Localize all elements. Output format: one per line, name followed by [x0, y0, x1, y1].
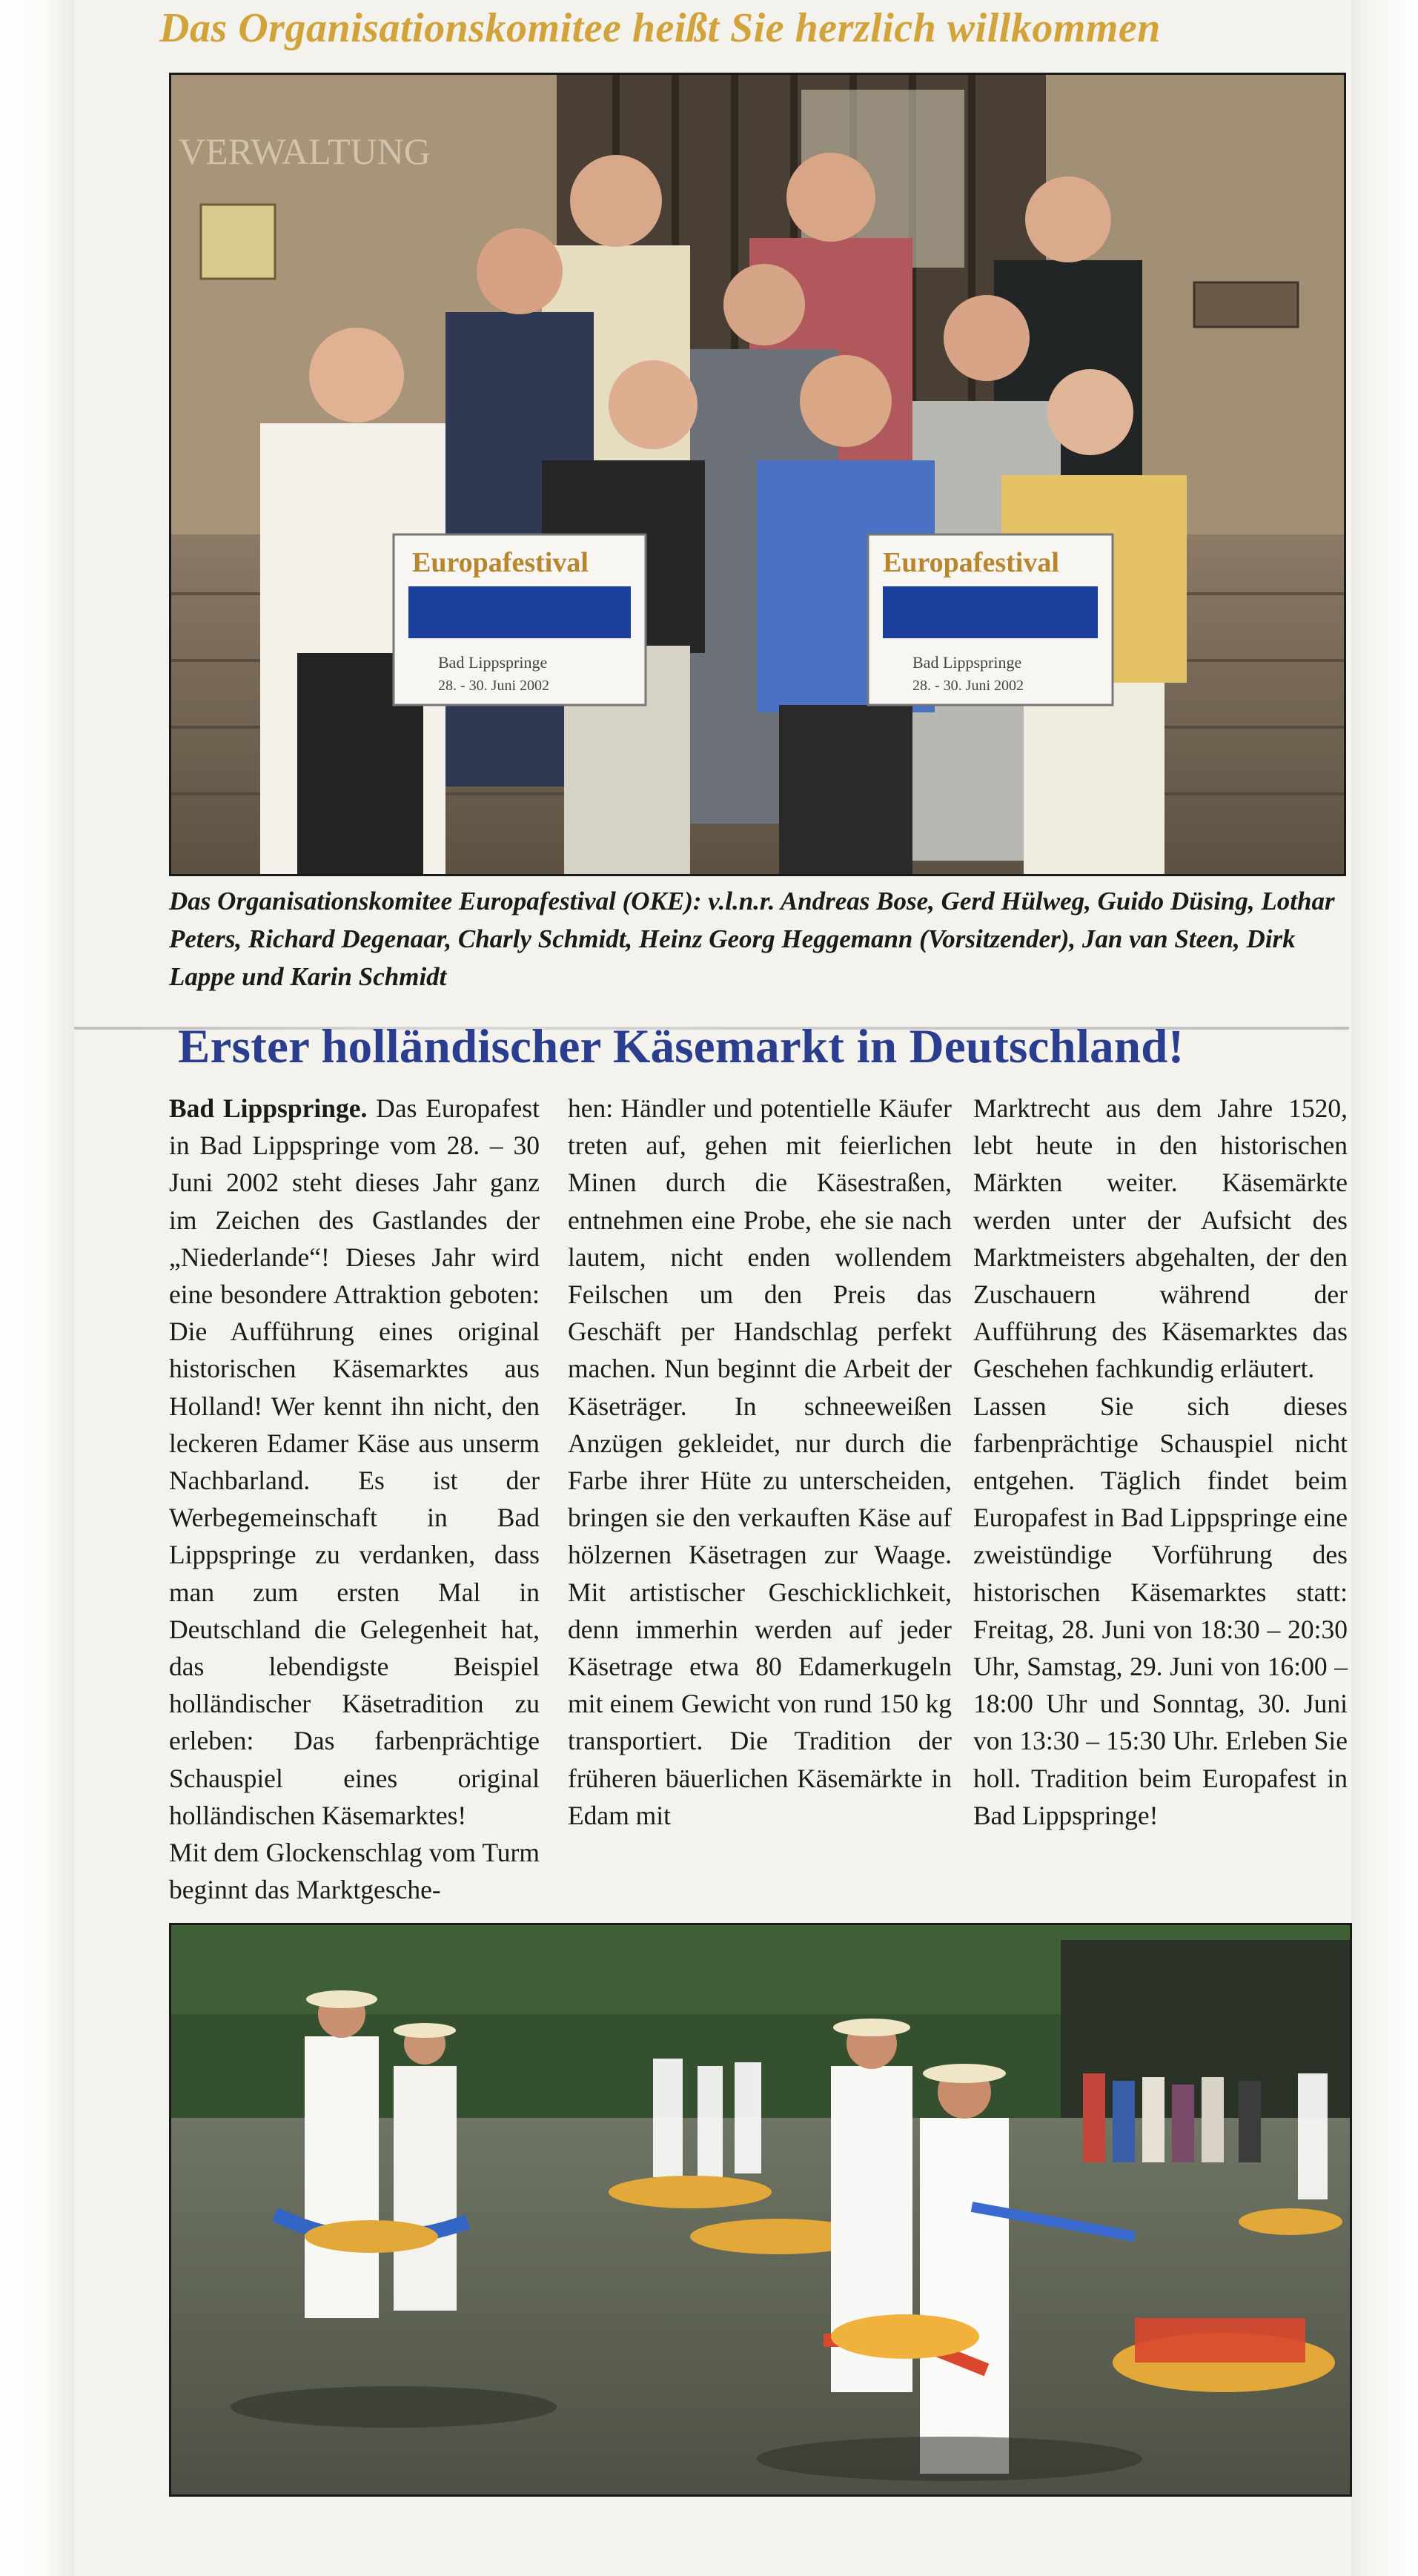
- column-1-paragraph-1-text: Das Europafest in Bad Lippspringe vom 28. – 30 Juni 2002 steht dieses Jahr ganz im Zeichen des Gastlandes der „Niederlande“! Dieses Jahr wird eine besondere Attraktion geboten: Die Aufführung eines original historischen Käsemarktes aus Holland! Wer kennt ihn nicht, den leckeren Edamer Käse aus unserm Nachbarland. Es ist der Werbegemeinschaft in Bad Lippspringe zu verdanken, dass man zum ersten Mal in Deutschland die Gelegenheit hat, das lebendigste Beispiel holländischer Käsetradition zu erleben: Das farbenprächtige Schauspiel eines original holländischen Käsemarktes!: [169, 1093, 540, 1830]
- festival-poster-right: [868, 534, 1113, 705]
- committee-photo: [169, 73, 1346, 876]
- dateline: Bad Lippspringe.: [169, 1093, 368, 1123]
- festival-poster-left: [394, 534, 646, 705]
- article-column-1: [169, 1090, 540, 1908]
- poster-title-right: Europafestival: [883, 547, 1059, 578]
- poster-place-right: Bad Lippspringe: [912, 653, 1022, 672]
- cheese-market-illustration: [171, 1925, 1350, 2494]
- committee-photo-illustration: [171, 75, 1344, 874]
- article-column-2: [568, 1090, 952, 1834]
- poster-title-left: Europafestival: [412, 547, 589, 578]
- welcome-headline: Das Organisationskomitee heißt Sie herzlich willkommen: [159, 5, 1161, 51]
- column-2-paragraph-1: hen: Händler und potentielle Käufer treten auf, gehen mit feierlichen Minen durch die Käsestraßen, entnehmen eine Probe, ehe sie nach lautem, nicht enden wollendem Feilschen um den Preis das Geschäft per Handschlag perfekt machen. Nun beginnt die Arbeit der Käseträger. In schneeweißen Anzügen gekleidet, nur durch die Farbe ihrer Hüte zu unterscheiden, bringen sie den verkauften Käse auf hölzernen Käsetragen zur Waage. Mit artistischer Geschicklichkeit, denn immerhin werden auf jeder Käsetrage etwa 80 Edamerkugeln mit einem Gewicht von rund 150 kg transportiert. Die Tradition der früheren bäuerlichen Käsemärkte in Edam mit: [568, 1093, 952, 1830]
- scan-margin-right: [1351, 0, 1418, 2576]
- column-3-paragraph-1: Marktrecht aus dem Jahre 1520, lebt heute in den historischen Märkten weiter. Käsemärkte werden unter der Aufsicht des Marktmeisters abgehalten, der den Zuschauern während der Aufführung des Käsemarktes das Geschehen fachkundig erläutert.: [973, 1093, 1348, 1384]
- photo-caption: Das Organisationskomitee Europafestival (OKE): v.l.n.r. Andreas Bose, Gerd Hülweg, Guido Düsing, Lothar Peters, Richard Degenaar, Charly Schmidt, Heinz Georg Heggemann (Vorsitzender), Jan van Steen, Dirk Lappe und Karin Schmidt: [169, 887, 1335, 991]
- column-1-paragraph-1: [169, 1090, 540, 1834]
- cheese-market-photo: [169, 1923, 1352, 2497]
- poster-place-left: Bad Lippspringe: [438, 653, 548, 672]
- poster-date-right: 28. - 30. Juni 2002: [912, 678, 1024, 694]
- article-column-3: [973, 1090, 1348, 1834]
- scan-margin-left: [0, 0, 74, 2576]
- column-3-paragraph-2: Lassen Sie sich dieses farbenprächtige Schauspiel nicht entgehen. Täglich findet beim Europafest in Bad Lippspringe eine zweistündige Vorführung des historischen Käsemarktes statt: Freitag, 28. Juni von 18:30 – 20:30 Uhr, Samstag, 29. Juni von 16:00 – 18:00 Uhr und Sonntag, 30. Juni von 13:30 – 15:30 Uhr. Erleben Sie holl. Tradition beim Europafest in Bad Lippspringe!: [973, 1391, 1348, 1830]
- poster-date-left: 28. - 30. Juni 2002: [438, 678, 549, 694]
- building-sign: VERWALTUNG: [179, 130, 431, 172]
- article-headline: Erster holländischer Käsemarkt in Deutschland!: [178, 1020, 1185, 1073]
- column-1-paragraph-2: Mit dem Glockenschlag vom Turm beginnt das Marktgesche-: [169, 1838, 540, 1905]
